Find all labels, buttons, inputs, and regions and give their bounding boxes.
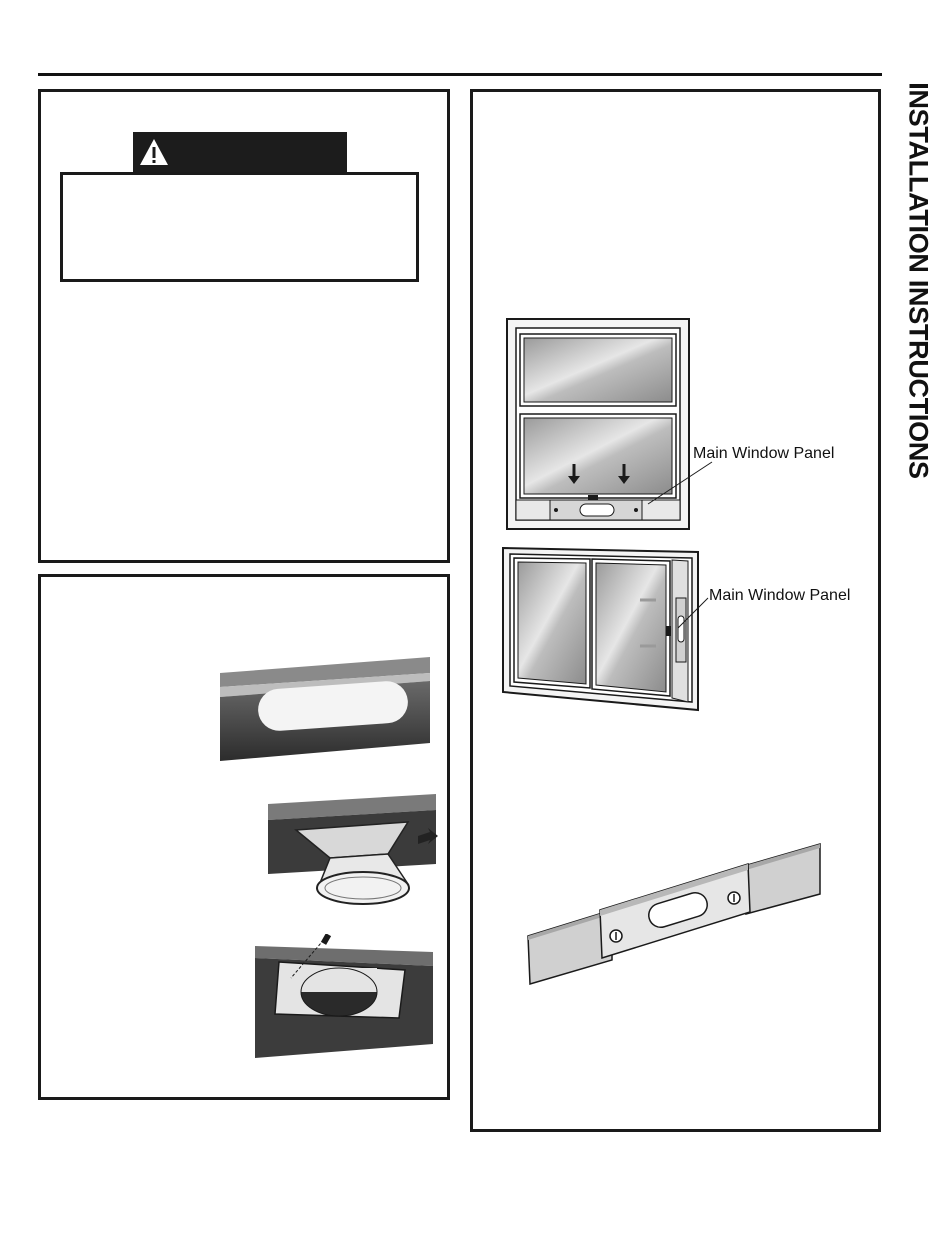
vertical-window-leader-line: [640, 460, 720, 510]
section-title-container: [893, 40, 943, 520]
warning-header: [133, 132, 347, 172]
window-panel-kit-illustration: [526, 840, 822, 986]
exhaust-adapter-illustration: [268, 792, 438, 910]
sliding-window-illustration: [502, 546, 700, 712]
window-panel-slot-illustration: [220, 655, 432, 765]
warning-message-box: [60, 172, 419, 282]
sliding-window-leader-line: [672, 596, 712, 632]
top-rule: [38, 73, 882, 76]
vertical-window-panel-label: Main Window Panel: [693, 445, 835, 462]
warning-triangle-icon: [139, 138, 169, 166]
section-title: INSTALLATION INSTRUCTIONS: [903, 81, 934, 479]
sliding-window-panel-label: Main Window Panel: [709, 587, 851, 604]
adapter-screw-illustration: [255, 934, 435, 1060]
